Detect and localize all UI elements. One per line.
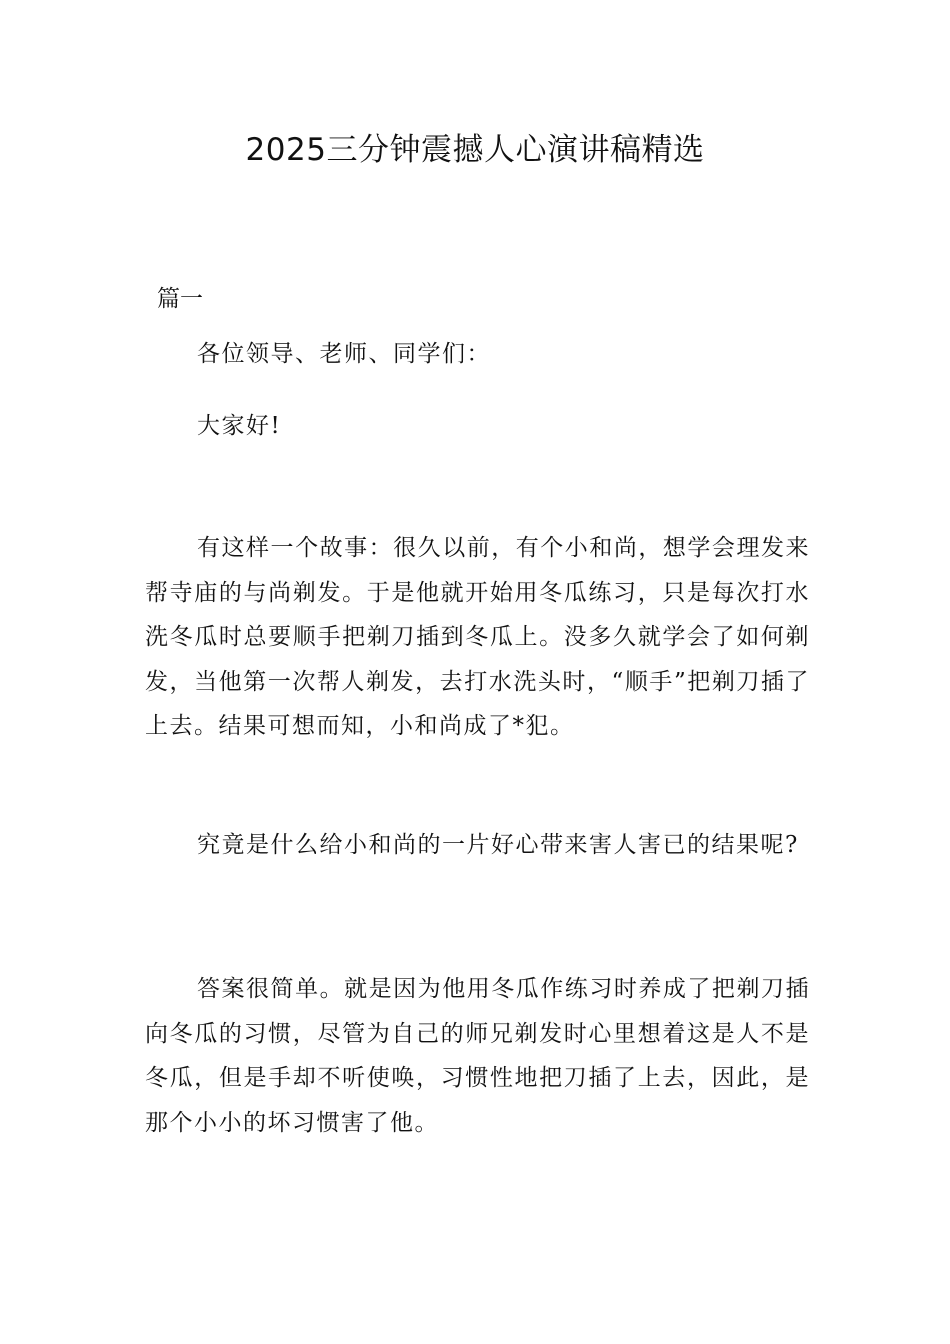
answer-paragraph: 答案很简单。就是因为他用冬瓜作练习时养成了把剃刀插向冬瓜的习惯，尽管为自己的师兄剃发时心里想着这是人不是冬瓜，但是手却不听使唤，习惯性地把刀插了上去，因此，是那个小小的坏习惯害了他。 (145, 976, 810, 1136)
story-paragraph: 有这样一个故事：很久以前，有个小和尚，想学会理发来帮寺庙的与尚剃发。于是他就开始用冬瓜练习，只是每次打水洗冬瓜时总要顺手把剃刀插到冬瓜上。没多久就学会了如何剃发，当他第一次帮人剃发，去打水洗头时，“顺手”把剃刀插了上去。结果可想而知，小和尚成了*犯。 (145, 535, 810, 739)
greeting-paragraph: 各位领导、老师、同学们： (197, 341, 491, 367)
hello-paragraph: 大家好! (197, 413, 282, 439)
section-label: 篇一 (157, 286, 203, 312)
document-title: 2025三分钟震撼人心演讲稿精选 (245, 132, 705, 168)
question-paragraph: 究竟是什么给小和尚的一片好心带来害人害已的结果呢? (197, 832, 799, 858)
